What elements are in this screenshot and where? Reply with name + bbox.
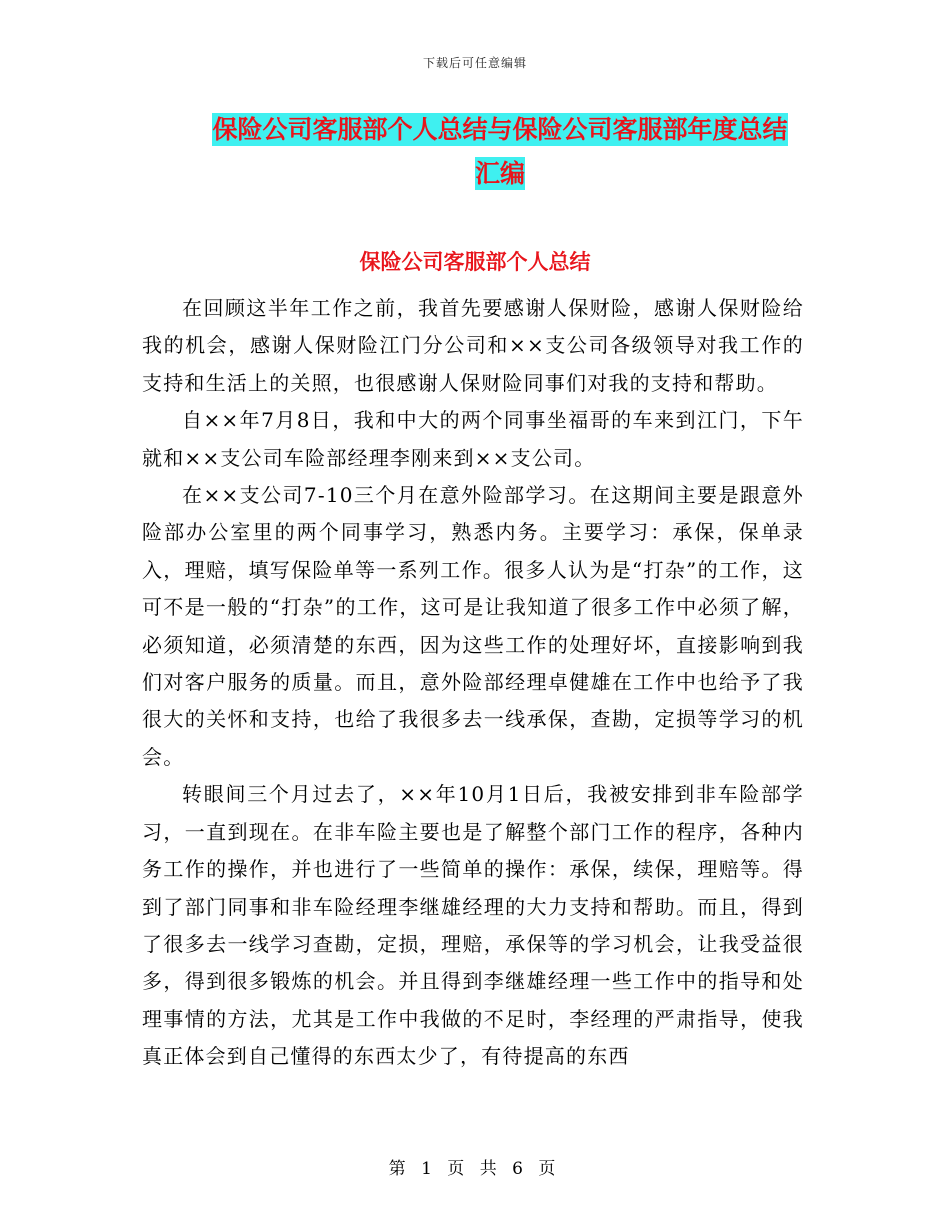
paragraph: 转眼间三个月过去了，××年10月1日后，我被安排到非车险部学习，一直到现在。在非车险主要也是了解整个部门工作的程序，各种内务工作的操作，并也进行了一些简单的操作：承保，续保，理赔等。得到了部门同事和非车险经理李继雄经理的大力支持和帮助。而且，得到了很多去一线学习查勘，定损，理赔，承保等的学习机会，让我受益很多，得到很多锻炼的机会。并且得到李继雄经理一些工作中的指导和处理事情的方法，尤其是工作中我做的不足时，李经理的严肃指导，使我真正体会到自己懂得的东西太少了，有待提高的东西 [142, 782, 804, 1069]
footer-total-pages: 6 [512, 1159, 523, 1179]
footer-suffix: 页 [538, 1159, 556, 1179]
footer-page-number: 1 [421, 1159, 432, 1179]
section-title: 保险公司客服部个人总结 [359, 250, 591, 274]
document-title-line1: 保险公司客服部个人总结与保险公司客服部年度总结 [212, 115, 788, 144]
body-text [142, 290, 804, 1076]
footer-total-word: 共 [479, 1159, 497, 1179]
footer-page-word: 页 [447, 1159, 465, 1179]
paragraph: 在回顾这半年工作之前，我首先要感谢人保财险，感谢人保财险给我的机会，感谢人保财险江门分公司和××支公司各级领导对我工作的支持和生活上的关照，也很感谢人保财险同事们对我的支持和帮助。 [142, 296, 804, 395]
document-title [140, 108, 860, 196]
page-footer [0, 1154, 950, 1179]
paragraph: 在××支公司7-10三个月在意外险部学习。在这期间主要是跟意外险部办公室里的两个同事学习，熟悉内务。主要学习：承保，保单录入，理赔，填写保险单等一系列工作。很多人认为是“打杂”的工作，这可不是一般的“打杂”的工作，这可是让我知道了很多工作中必须了解，必须知道，必须清楚的东西，因为这些工作的处理好坏，直接影响到我们对客户服务的质量。而且，意外险部经理卓健雄在工作中也给予了我很大的关怀和支持，也给了我很多去一线承保，查勘，定损等学习的机会。 [142, 483, 804, 769]
header-note: 下载后可任意编辑 [422, 56, 527, 70]
footer-prefix: 第 [388, 1159, 406, 1179]
paragraph: 自××年7月8日，我和中大的两个同事坐福哥的车来到江门，下午就和××支公司车险部经理李刚来到××支公司。 [142, 408, 804, 470]
document-title-line2: 汇编 [474, 159, 525, 188]
